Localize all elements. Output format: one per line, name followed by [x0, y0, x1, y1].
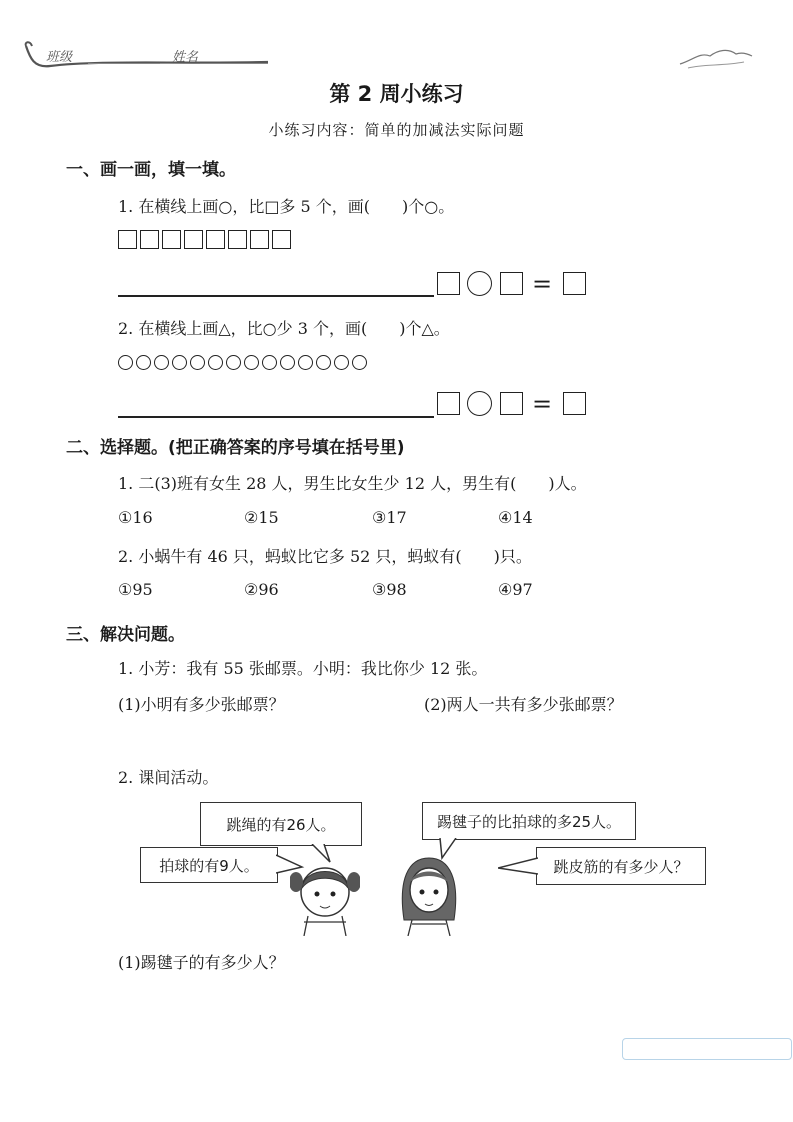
section-2-heading: 二、选择题。(把正确答案的序号填在括号里): [66, 438, 405, 458]
circle-shape: [262, 355, 277, 370]
square-shape: [140, 230, 159, 249]
name-blank[interactable]: [200, 63, 268, 64]
circle-shape: [190, 355, 205, 370]
drawing-line-1[interactable]: [118, 295, 434, 297]
square-shape: [228, 230, 247, 249]
bubble-tail: [498, 856, 538, 878]
option[interactable]: ③17: [372, 508, 407, 527]
circle-shape: [352, 355, 367, 370]
option[interactable]: ④97: [498, 580, 533, 599]
page-title: 第 2 周小练习: [329, 82, 464, 106]
speech-bubble-rubber-band: 跳皮筋的有多少人？: [536, 847, 706, 885]
option[interactable]: ②96: [244, 580, 279, 599]
square-row: [118, 229, 294, 249]
circle-shape: [280, 355, 295, 370]
question-2-1: 1. 二(3)班有女生 28 人，男生比女生少 12 人，男生有( )人。: [118, 474, 587, 493]
circle-shape: [244, 355, 259, 370]
sub-question: (1)小明有多少张邮票？: [118, 695, 285, 714]
equals-sign: =: [532, 390, 553, 418]
question-1-2: 2. 在横线上画△，比○少 3 个，画( )个△。: [118, 319, 450, 338]
equation-box[interactable]: [563, 392, 586, 415]
square-shape: [118, 230, 137, 249]
equation-box[interactable]: [500, 392, 523, 415]
circle-shape: [334, 355, 349, 370]
section-1-heading: 一、画一画，填一填。: [66, 160, 236, 180]
square-shape: [206, 230, 225, 249]
speech-bubble-ball: 拍球的有9人。: [140, 847, 278, 883]
circle-shape: [208, 355, 223, 370]
speech-bubble-jump-rope: 跳绳的有26人。: [200, 802, 362, 846]
question-3-2: 2. 课间活动。: [118, 768, 219, 787]
equation-box[interactable]: [500, 272, 523, 295]
name-label: 姓名: [172, 50, 199, 65]
operator-circle[interactable]: [467, 271, 492, 296]
square-shape: [184, 230, 203, 249]
circle-shape: [172, 355, 187, 370]
operator-circle[interactable]: [467, 391, 492, 416]
speech-bubble-shuttlecock: 踢毽子的比拍球的多25人。: [422, 802, 636, 840]
option[interactable]: ③98: [372, 580, 407, 599]
circle-shape: [118, 355, 133, 370]
equals-sign: =: [532, 270, 553, 298]
option[interactable]: ②15: [244, 508, 279, 527]
circle-row: [118, 352, 370, 371]
question-1-1: 1. 在横线上画○，比□多 5 个，画( )个○。: [118, 197, 455, 216]
page-subtitle: 小练习内容：简单的加减法实际问题: [268, 121, 525, 139]
drawing-line-2[interactable]: [118, 416, 434, 418]
class-label: 班级: [46, 50, 73, 65]
option[interactable]: ①16: [118, 508, 153, 527]
square-shape: [162, 230, 181, 249]
circle-shape: [154, 355, 169, 370]
square-shape: [250, 230, 269, 249]
sub-question: (2)两人一共有多少张邮票？: [424, 695, 623, 714]
question-3-1: 1. 小芳：我有 55 张邮票。小明：我比你少 12 张。: [118, 659, 488, 678]
corner-tab: [622, 1038, 792, 1060]
circle-shape: [298, 355, 313, 370]
section-3-heading: 三、解决问题。: [66, 625, 185, 645]
equation-box[interactable]: [437, 392, 460, 415]
mountain-decoration: [678, 42, 753, 72]
equation-box[interactable]: [437, 272, 460, 295]
girl-pigtails-illustration: [290, 852, 360, 936]
circle-shape: [136, 355, 151, 370]
option[interactable]: ①95: [118, 580, 153, 599]
option[interactable]: ④14: [498, 508, 533, 527]
square-shape: [272, 230, 291, 249]
circle-shape: [226, 355, 241, 370]
class-blank[interactable]: [88, 63, 160, 64]
circle-shape: [316, 355, 331, 370]
girl-long-hair-illustration: [394, 850, 464, 936]
sub-question: (1)踢毽子的有多少人？: [118, 953, 285, 972]
equation-box[interactable]: [563, 272, 586, 295]
question-2-2: 2. 小蜗牛有 46 只，蚂蚁比它多 52 只，蚂蚁有( )只。: [118, 547, 532, 566]
